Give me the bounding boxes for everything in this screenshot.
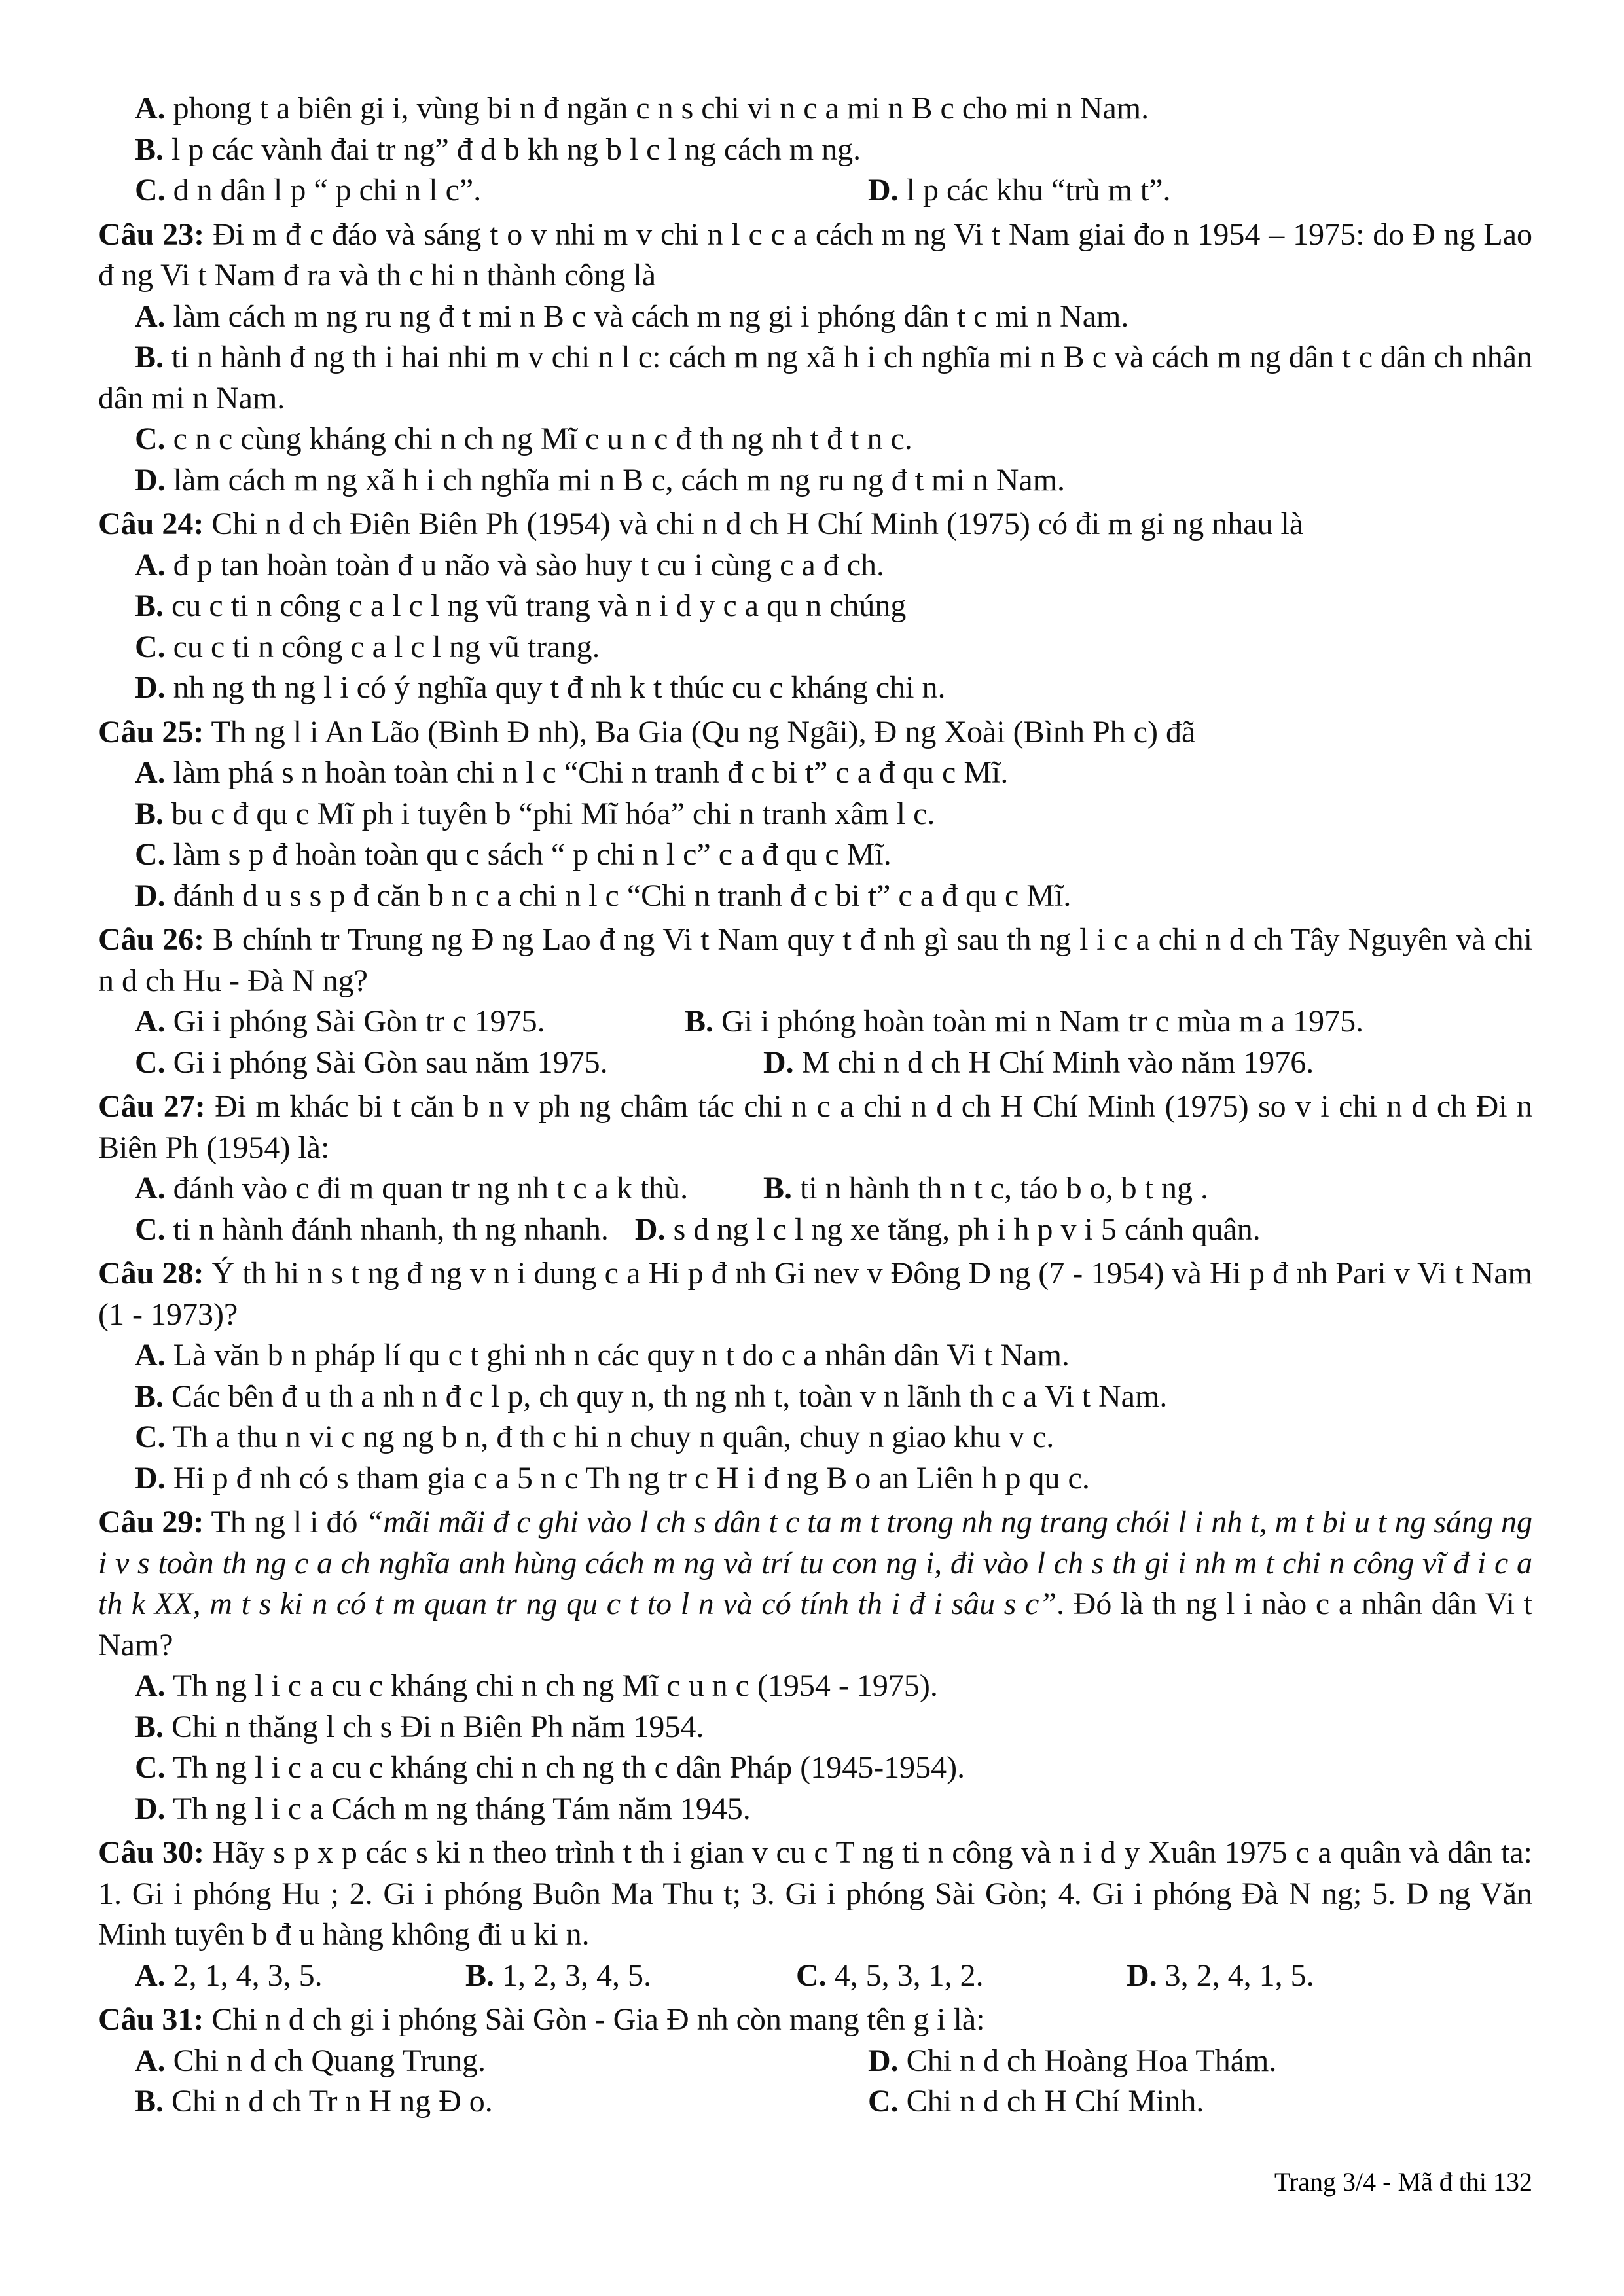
options-row: [98, 1168, 1532, 1210]
question-22-tail: [98, 88, 1532, 211]
options-row: [98, 1043, 1532, 1084]
option-a: A. Chi n d ch Quang Trung.: [135, 2043, 486, 2078]
option-d: D. Th ng l i c a Cách m ng tháng Tám năm 1945.: [135, 1791, 751, 1826]
option-d: D. đánh d u s s p đ căn b n c a chi n l c “Chi n tranh đ c bi t” c a đ qu c Mĩ.: [135, 878, 1072, 913]
option-a: A. làm phá s n hoàn toàn chi n l c “Chi n tranh đ c bi t” c a đ qu c Mĩ.: [135, 755, 1009, 790]
option-c: C. 4, 5, 3, 1, 2.: [796, 1958, 984, 1993]
option-c: C. c n c cùng kháng chi n ch ng Mĩ c u n c đ th ng nh t đ t n c.: [135, 422, 912, 456]
option-b: B. ti n hành th n t c, táo b o, b t ng .: [763, 1171, 1208, 1206]
option-a: A. Gi i phóng Sài Gòn tr c 1975.: [135, 1004, 545, 1039]
question-31: [98, 2000, 1532, 2123]
question-30: [98, 1833, 1532, 1996]
option-a: A. đánh vào c đi m quan tr ng nh t c a k thù.: [135, 1171, 689, 1206]
options-row: [98, 1001, 1532, 1043]
question-23: [98, 215, 1532, 501]
question-stem: Câu 25: Th ng l i An Lão (Bình Đ nh), Ba Gia (Qu ng Ngãi), Đ ng Xoài (Bình Ph c) đã: [98, 714, 1196, 749]
option-b: B. l p các vành đai tr ng” đ d b kh ng b l c l ng cách m ng.: [135, 132, 861, 167]
question-stem: Câu 31: Chi n d ch gi i phóng Sài Gòn - Gia Đ nh còn mang tên g i là:: [98, 2002, 985, 2037]
question-stem: Câu 27: Đi m khác bi t căn b n v ph ng châm tác chi n c a chi n d ch H Chí Minh (1975) so v i chi n d ch Đi n Biên Ph (1954) là:: [98, 1089, 1533, 1165]
options-row: [98, 1210, 1532, 1251]
option-a: A. phong t a biên gi i, vùng bi n đ ngăn c n s chi vi n c a mi n B c cho mi n Nam.: [135, 91, 1149, 126]
option-c: C. Th a thu n vi c ng ng b n, đ th c hi n chuy n quân, chuy n giao khu v c.: [135, 1420, 1055, 1454]
option-d: D. làm cách m ng xã h i ch nghĩa mi n B c, cách m ng ru ng đ t mi n Nam.: [135, 462, 1066, 497]
option-d: D. s d ng l c l ng xe tăng, ph i h p v i 5 cánh quân.: [634, 1211, 1261, 1247]
option-a: A. 2, 1, 4, 3, 5.: [135, 1958, 323, 1993]
question-stem: Câu 30: Hãy s p x p các s ki n theo trình t th i gian v cu c T ng ti n công và n i d y Xuân 1975 c a quân và dân ta: 1. Gi i phóng Hu ; 2. Gi i phóng Buôn Ma Thu t; 3. Gi i phóng Sài Gòn; 4. Gi i phóng Đà N ng; 5. D ng Văn Minh tuyên b đ u hàng không đi u ki n.: [98, 1835, 1533, 1952]
option-b: B. bu c đ qu c Mĩ ph i tuyên b “phi Mĩ hóa” chi n tranh xâm l c.: [135, 796, 935, 831]
option-b: B. Gi i phóng hoàn toàn mi n Nam tr c mùa m a 1975.: [685, 1004, 1364, 1039]
question-stem: Câu 24: Chi n d ch Điên Biên Ph (1954) và chi n d ch H Chí Minh (1975) có đi m gi ng nhau là: [98, 507, 1304, 541]
option-c: C. làm s p đ hoàn toàn qu c sách “ p chi n l c” c a đ qu c Mĩ.: [135, 837, 892, 872]
option-c: C. Gi i phóng Sài Gòn sau năm 1975.: [135, 1045, 608, 1080]
option-c: C. ti n hành đánh nhanh, th ng nhanh.: [135, 1211, 609, 1247]
option-a: A. đ p tan hoàn toàn đ u não và sào huy t cu i cùng c a đ ch.: [135, 547, 885, 583]
question-stem: Câu 29: Th ng l i đó “mãi mãi đ c ghi vào l ch s dân t c ta m t trong nh ng trang chói l i nh t, m t bi u t ng sáng ng i v s toàn th ng c a ch nghĩa anh hùng cách m ng và trí tu con ng i, đi vào l ch s th gi i nh m t chi n công vĩ đ i c a th k XX, m t s ki n có t m quan tr ng qu c t to l n và có tính th i đ i sâu s c”. Đó là th ng l i nào c a nhân dân Vi t Nam?: [98, 1505, 1533, 1662]
option-b: B. Chi n thăng l ch s Đi n Biên Ph năm 1954.: [135, 1709, 704, 1744]
option-d: D. nh ng th ng l i có ý nghĩa quy t đ nh k t thúc cu c kháng chi n.: [135, 670, 946, 705]
options-row: [98, 170, 1532, 211]
options-row: [98, 2041, 1532, 2082]
option-d: D. l p các khu “trù m t”.: [868, 173, 1171, 207]
option-b: B. Chi n d ch Tr n H ng Đ o.: [135, 2084, 493, 2119]
option-b: B. ti n hành đ ng th i hai nhi m v chi n l c: cách m ng xã h i ch nghĩa mi n B c và cách m ng dân t c dân ch nhân dân mi n Nam.: [98, 340, 1532, 416]
question-29: [98, 1502, 1532, 1829]
question-24: [98, 504, 1532, 709]
question-stem: Câu 23: Đi m đ c đáo và sáng t o v nhi m v chi n l c c a cách m ng Vi t Nam giai đo n 1954 – 1975: do Đ ng Lao đ ng Vi t Nam đ ra và th c hi n thành công là: [98, 217, 1533, 293]
question-27: [98, 1086, 1532, 1250]
option-a: A. Th ng l i c a cu c kháng chi n ch ng Mĩ c u n c (1954 - 1975).: [135, 1668, 938, 1703]
option-a: A. Là văn b n pháp lí qu c t ghi nh n các quy n t do c a nhân dân Vi t Nam.: [135, 1338, 1070, 1372]
option-b: B. Các bên đ u th a nh n đ c l p, ch quy n, th ng nh t, toàn v n lãnh th c a Vi t Nam.: [135, 1378, 1168, 1414]
option-c: C. cu c ti n công c a l c l ng vũ trang.: [135, 629, 600, 664]
page-footer: Trang 3/4 - Mã đ thi 132: [1274, 2167, 1532, 2197]
option-d: D. Chi n d ch Hoàng Hoa Thám.: [868, 2043, 1277, 2078]
options-row: [98, 1956, 1532, 1997]
question-28: [98, 1253, 1532, 1499]
option-c: C. d n dân l p “ p chi n l c”.: [135, 173, 482, 207]
option-c: C. Th ng l i c a cu c kháng chi n ch ng th c dân Pháp (1945-1954).: [135, 1750, 965, 1785]
question-stem: Câu 26: B chính tr Trung ng Đ ng Lao đ ng Vi t Nam quy t đ nh gì sau th ng l i c a chi n d ch Tây Nguyên và chi n d ch Hu - Đà N ng?: [98, 922, 1533, 998]
option-d: D. Hi p đ nh có s tham gia c a 5 n c Th ng tr c H i đ ng B o an Liên h p qu c.: [135, 1460, 1090, 1496]
option-a: A. làm cách m ng ru ng đ t mi n B c và cách m ng gi i phóng dân t c mi n Nam.: [135, 298, 1129, 334]
question-stem: Câu 28: Ý th hi n s t ng đ ng v n i dung c a Hi p đ nh Gi nev v Đông D ng (7 - 1954) và Hi p đ nh Pari v Vi t Nam (1 - 1973)?: [98, 1256, 1532, 1332]
question-25: [98, 712, 1532, 917]
option-b: B. 1, 2, 3, 4, 5.: [465, 1958, 652, 1993]
option-d: D. M chi n d ch H Chí Minh vào năm 1976.: [763, 1045, 1314, 1080]
option-d: D. 3, 2, 4, 1, 5.: [1127, 1958, 1314, 1993]
quotation: “mãi mãi đ c ghi vào l ch s dân t c ta m t trong nh ng trang chói l i nh t, m t bi u t ng sáng ng i v s toàn th ng c a ch nghĩa anh hùng cách m ng và trí tu con ng i, đi vào l ch s th gi i nh m t chi n công vĩ đ i c a th k XX, m t s ki n có t m quan tr ng qu c t to l n và có tính th i đ i sâu s c”: [98, 1505, 1533, 1621]
question-26: [98, 920, 1532, 1083]
options-row: [98, 2081, 1532, 2123]
option-c: C. Chi n d ch H Chí Minh.: [868, 2084, 1204, 2119]
option-b: B. cu c ti n công c a l c l ng vũ trang và n i d y c a qu n chúng: [135, 588, 907, 623]
